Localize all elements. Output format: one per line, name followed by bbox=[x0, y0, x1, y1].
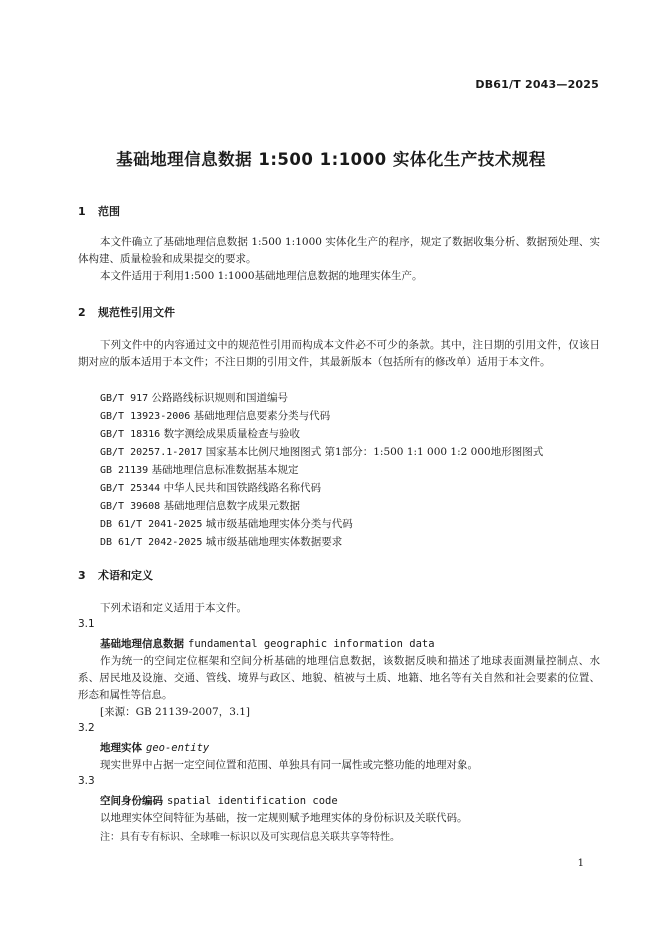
reference-code: GB/T 39608 bbox=[100, 501, 161, 512]
reference-name: 城市级基础地理实体数据要求 bbox=[205, 536, 343, 548]
term-en: spatial identification code bbox=[167, 795, 338, 807]
term-en: fundamental geographic information data bbox=[188, 638, 435, 650]
reference-item bbox=[100, 390, 288, 405]
reference-item bbox=[100, 462, 299, 477]
reference-item bbox=[100, 516, 353, 531]
scope-paragraph-2: 本文件适用于利用1:500 1:1000基础地理信息数据的地理实体生产。 bbox=[100, 270, 423, 282]
term-heading bbox=[100, 740, 209, 755]
term-zh: 地理实体 bbox=[100, 742, 142, 754]
term-number: 3.3 bbox=[78, 775, 95, 787]
term-number: 3.2 bbox=[78, 722, 95, 734]
reference-name: 城市级基础地理实体分类与代码 bbox=[205, 518, 353, 530]
term-source: [来源：GB 21139-2007，3.1] bbox=[100, 706, 251, 718]
reference-code: GB 21139 bbox=[100, 465, 149, 476]
section-number: 3 bbox=[78, 569, 86, 582]
reference-name: 公路路线标识规则和国道编号 bbox=[151, 392, 289, 404]
reference-item bbox=[100, 534, 342, 549]
reference-item bbox=[100, 498, 300, 513]
reference-name: 数字测绘成果质量检查与验收 bbox=[163, 428, 301, 440]
section-number: 1 bbox=[78, 205, 86, 218]
section-number: 2 bbox=[78, 306, 86, 319]
reference-item bbox=[100, 408, 330, 423]
term-heading bbox=[100, 793, 338, 808]
term-number: 3.1 bbox=[78, 618, 95, 630]
term-definition: 以地理实体空间特征为基础，按一定规则赋予地理实体的身份标识及关联代码。 bbox=[100, 812, 468, 824]
reference-name: 基础地理信息数字成果元数据 bbox=[163, 500, 301, 512]
document-code: DB61/T 2043—2025 bbox=[475, 78, 599, 91]
reference-code: DB 61/T 2042-2025 bbox=[100, 537, 203, 548]
reference-code: GB/T 25344 bbox=[100, 483, 161, 494]
section-title: 范围 bbox=[98, 205, 120, 218]
reference-code: GB/T 13923-2006 bbox=[100, 411, 191, 422]
term-zh: 空间身份编码 bbox=[100, 795, 163, 807]
reference-code: GB/T 18316 bbox=[100, 429, 161, 440]
reference-item bbox=[100, 480, 321, 495]
section-heading-scope bbox=[78, 203, 120, 219]
scope-paragraph-1: 本文件确立了基础地理信息数据 1:500 1:1000 实体化生产的程序，规定了数据收集分析、数据预处理、实体构建、质量检验和成果提交的要求。 bbox=[78, 236, 600, 265]
document-title: 基础地理信息数据 1:500 1:1000 实体化生产技术规程 bbox=[116, 150, 546, 169]
term-zh: 基础地理信息数据 bbox=[100, 638, 184, 650]
reference-name: 国家基本比例尺地图图式 第1部分：1:500 1:1 000 1:2 000地形图图式 bbox=[205, 446, 544, 458]
page-number: 1 bbox=[577, 858, 584, 869]
reference-code: GB/T 20257.1-2017 bbox=[100, 447, 203, 458]
reference-name: 基础地理信息标准数据基本规定 bbox=[151, 464, 299, 476]
reference-name: 中华人民共和国铁路线路名称代码 bbox=[163, 482, 322, 494]
reference-item bbox=[100, 444, 543, 459]
reference-item bbox=[100, 426, 300, 441]
reference-name: 基础地理信息要素分类与代码 bbox=[193, 410, 331, 422]
reference-code: GB/T 917 bbox=[100, 393, 149, 404]
term-heading bbox=[100, 636, 435, 651]
term-en: geo-entity bbox=[146, 742, 210, 754]
section-heading-normative-references bbox=[78, 304, 175, 320]
terms-intro: 下列术语和定义适用于本文件。 bbox=[100, 602, 247, 614]
term-note: 注：具有专有标识、全球唯一标识以及可实现信息关联共享等特性。 bbox=[100, 832, 400, 843]
reference-code: DB 61/T 2041-2025 bbox=[100, 519, 203, 530]
term-definition: 作为统一的空间定位框架和空间分析基础的地理信息数据，该数据反映和描述了地球表面测量控制点、水系、居民地及设施、交通、管线、境界与政区、地貌、植被与土质、地籍、地名等有关自然和社会要素的位置、形态和属性等信息。 bbox=[78, 655, 600, 701]
section-title: 规范性引用文件 bbox=[98, 306, 175, 319]
section-title: 术语和定义 bbox=[98, 569, 153, 582]
references-intro: 下列文件中的内容通过文中的规范性引用而构成本文件必不可少的条款。其中，注日期的引用文件，仅该日期对应的版本适用于本文件；不注日期的引用文件，其最新版本（包括所有的修改单）适用于本文件。 bbox=[78, 339, 600, 368]
section-heading-terms bbox=[78, 567, 153, 583]
term-definition: 现实世界中占据一定空间位置和范围、单独具有同一属性或完整功能的地理对象。 bbox=[100, 759, 478, 771]
